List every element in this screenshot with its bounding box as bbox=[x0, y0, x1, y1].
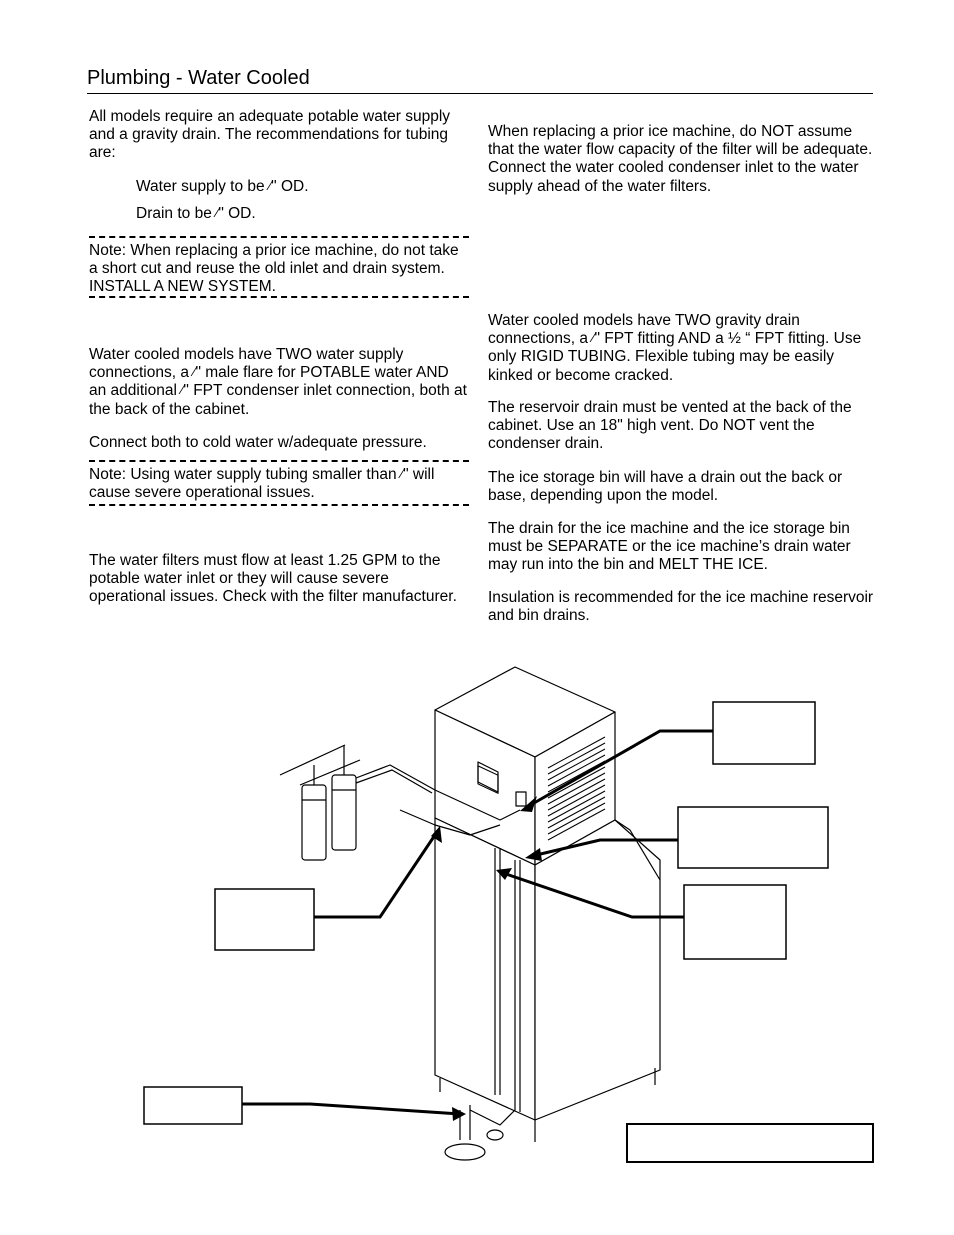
leader-arrow bbox=[242, 1104, 460, 1114]
separate-drain-paragraph: The drain for the ice machine and the ice storage bin must be SEPARATE or the ice machine’s drain water may run into the bin and MELT THE ICE. bbox=[488, 520, 851, 574]
reservoir-vent-paragraph: The reservoir drain must be vented at the back of the cabinet. Use an 18" high vent. Do NOT vent the condenser drain. bbox=[488, 399, 852, 453]
insulation-paragraph: Insulation is recommended for the ice machine reservoir and bin drains. bbox=[488, 589, 874, 625]
supply-connections-paragraph: Water cooled models have TWO water supply connections, a ⁄" male flare for POTABLE water AND an additional ⁄" FPT condenser inlet connection, both at the back of the cabinet. bbox=[89, 346, 467, 418]
water-supply-spec: Water supply to be ⁄" OD. bbox=[136, 178, 309, 195]
filter-flow-paragraph: The water filters must flow at least 1.25 GPM to the potable water inlet or they will cause severe operational issues. Check with the filter manufacturer. bbox=[89, 552, 457, 606]
callout-box bbox=[713, 702, 815, 764]
drain-spec: Drain to be ⁄" OD. bbox=[136, 205, 256, 222]
bin-drain-paragraph: The ice storage bin will have a drain out the back or base, depending upon the model. bbox=[488, 469, 843, 505]
intro-paragraph: All models require an adequate potable water supply and a gravity drain. The recommendations for tubing are: bbox=[89, 108, 451, 162]
arrowhead bbox=[452, 1107, 466, 1121]
reuse-note: Note: When replacing a prior ice machine, do not take a short cut and reuse the old inlet and drain system. INSTALL A NEW SYSTEM. bbox=[89, 242, 459, 296]
callout-box bbox=[684, 885, 786, 959]
page-title: Plumbing - Water Cooled bbox=[87, 67, 310, 89]
water-filters bbox=[280, 745, 360, 860]
callout-box bbox=[215, 889, 314, 950]
cold-water-paragraph: Connect both to cold water w/adequate pressure. bbox=[89, 434, 427, 451]
drain-connections-paragraph: Water cooled models have TWO gravity drain connections, a ⁄" FPT fitting AND a ½ “ FPT fitting. Use only RIGID TUBING. Flexible tubing may be easily kinked or become cracked. bbox=[488, 312, 862, 384]
callout-box bbox=[144, 1087, 242, 1124]
filter-capacity-paragraph: When replacing a prior ice machine, do NOT assume that the water flow capacity of the filter will be adequate. Connect the water cooled condenser inlet to the water supply ahead of the water filters. bbox=[488, 123, 873, 195]
callout-box bbox=[678, 807, 828, 868]
tubing-size-note: Note: Using water supply tubing smaller than ⁄" will cause severe operational issues. bbox=[89, 466, 435, 502]
ice-storage-bin bbox=[435, 818, 660, 1142]
caption-box bbox=[627, 1124, 873, 1162]
